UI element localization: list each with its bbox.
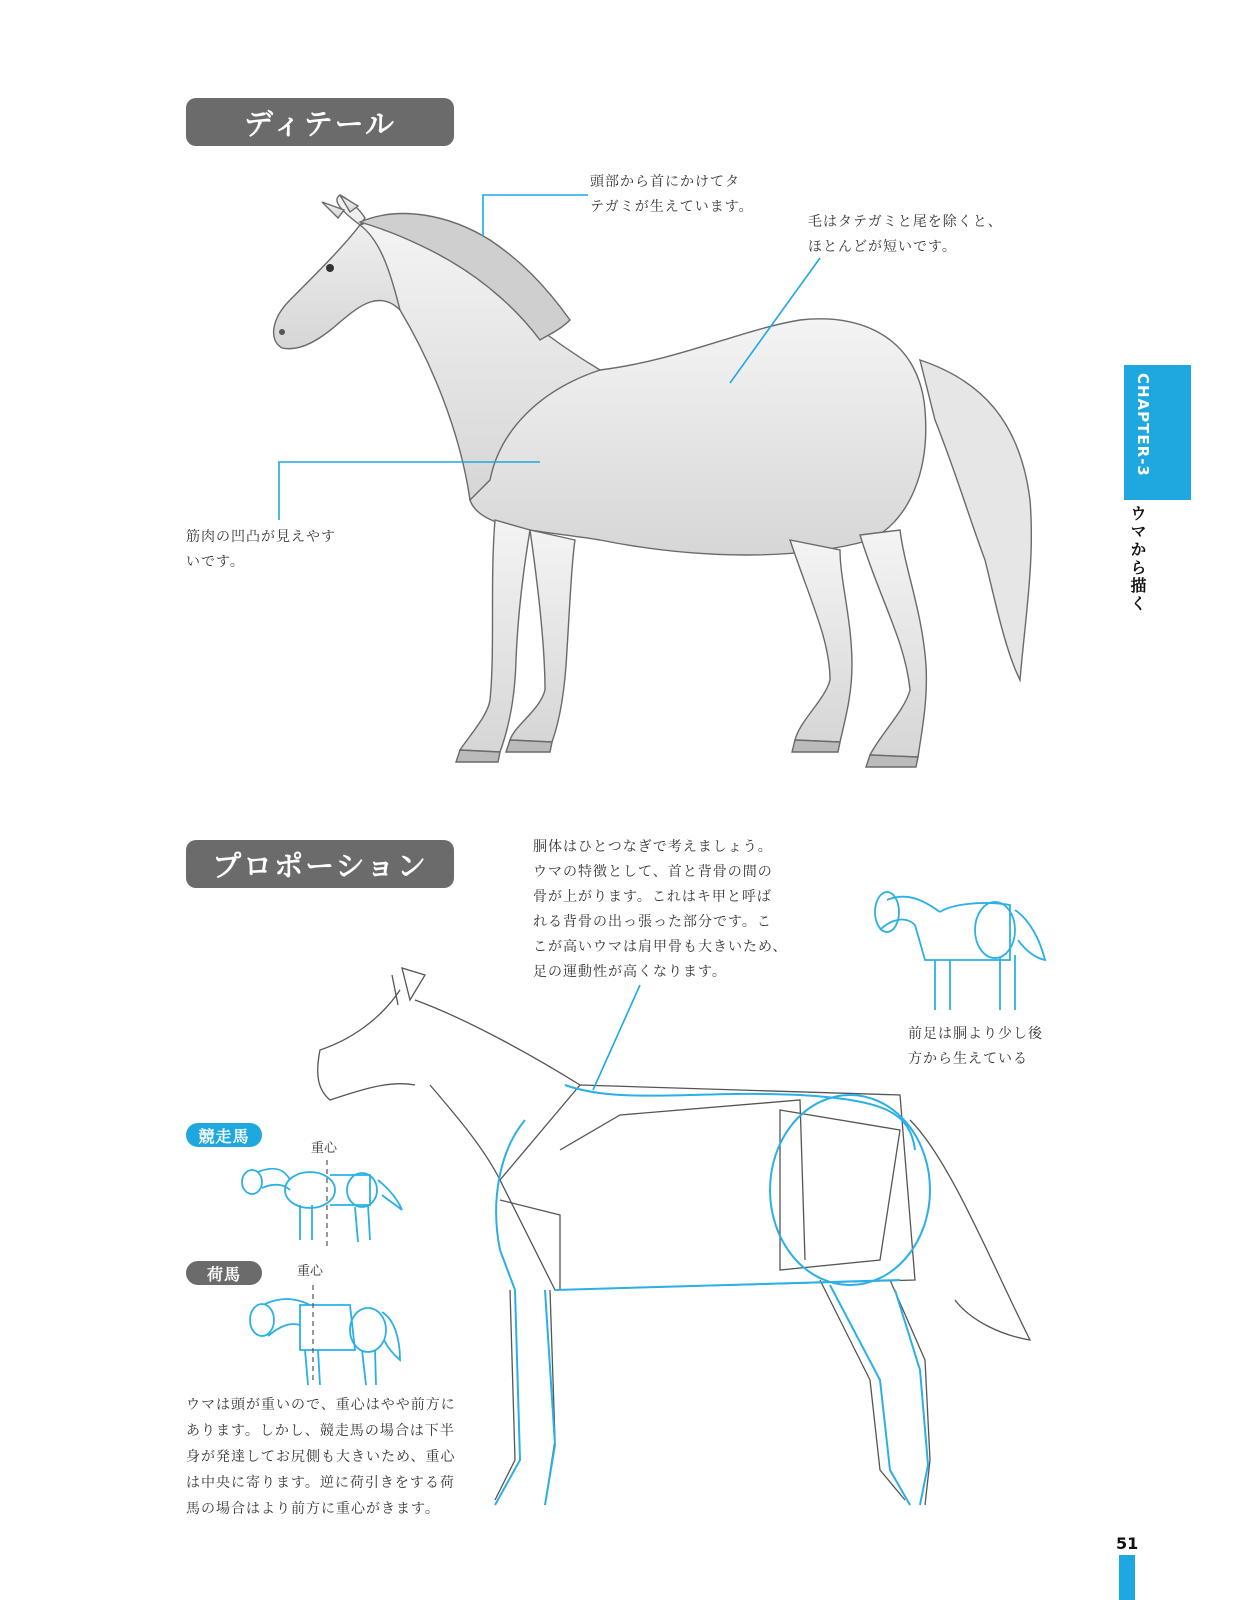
hair-note: 毛はタテガミと尾を除くと、 ほとんどが短いです。 — [808, 214, 1003, 255]
small-horse-sketch — [875, 892, 1045, 1010]
racehorse-label: 競走馬 — [186, 1123, 262, 1147]
muscle-note: 筋肉の凹凸が見えやす いです。 — [186, 529, 336, 570]
detailed-horse-drawing — [274, 195, 1032, 767]
detail-section-title: ディテール — [186, 98, 454, 146]
chapter-subtitle: ウマから描く — [1128, 505, 1147, 613]
packhorse-cog-label: 重心 — [297, 1264, 324, 1279]
torso-leader-line — [593, 985, 640, 1090]
chapter-tab — [1124, 365, 1191, 500]
torso-note: 胴体はひとつなぎで考えましょう。 ウマの特徴として、首と背骨の間の 骨が上がります。これはキ甲と呼ば れる背骨の出っ張った部分です。こ こが高いウマは肩甲骨も大きいため、 足の運動性が高くなります。 — [533, 839, 788, 980]
proportion-sketch-blue-overlay — [495, 1085, 930, 1505]
packhorse-label: 荷馬 — [186, 1261, 262, 1285]
page-accent-bar — [1119, 1555, 1135, 1600]
racehorse-cog-label: 重心 — [311, 1141, 338, 1156]
proportion-section-title: プロポーション — [186, 840, 454, 888]
front-leg-note: 前足は胴より少し後 方から生えている — [908, 1026, 1043, 1067]
chapter-tab-label: CHAPTER-3 — [1134, 373, 1152, 477]
racehorse-sketch — [242, 1169, 402, 1242]
center-of-gravity-note: ウマは頭が重いので、重心はやや前方に あります。しかし、競走馬の場合は下半 身が発達してお尻側も大きいため、重心 は中央に寄ります。逆に荷引きをする荷 馬の場合はより前方に重心がきます。 — [186, 1397, 456, 1517]
page-number: 51 — [1116, 1534, 1139, 1553]
mane-note: 頭部から首にかけてタ テガミが生えています。 — [590, 174, 754, 215]
packhorse-sketch — [250, 1299, 400, 1385]
